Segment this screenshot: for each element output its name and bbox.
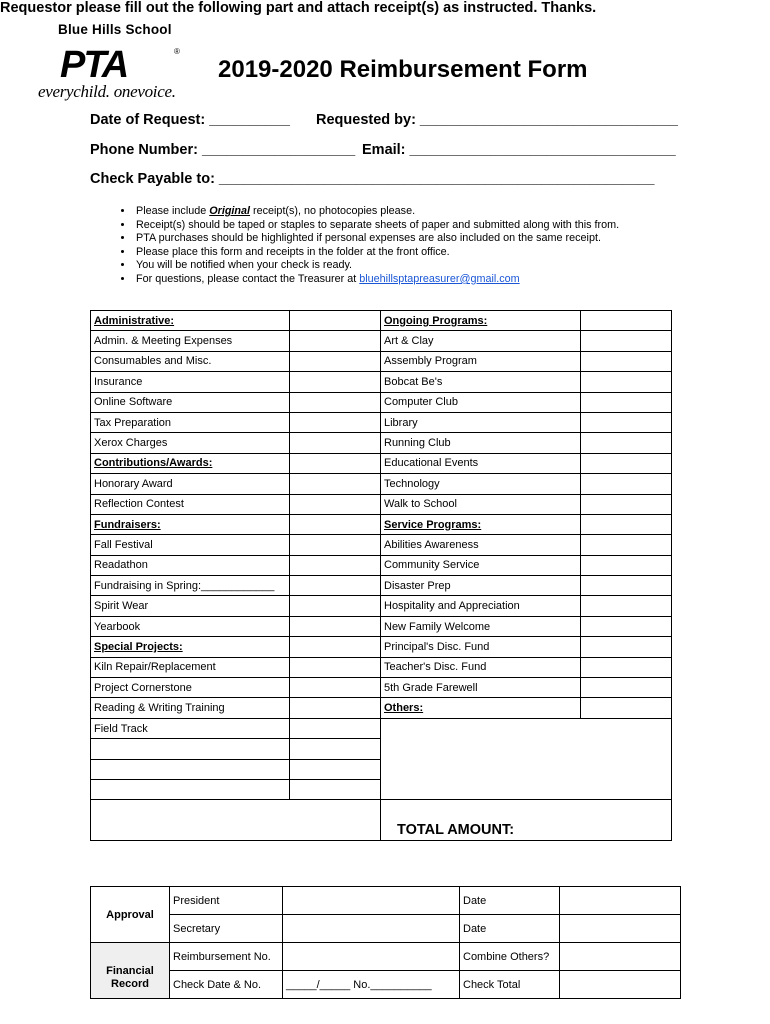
right-category-label: New Family Welcome (381, 616, 581, 636)
category-row (91, 514, 672, 534)
left-category-label: Xerox Charges (91, 433, 290, 453)
left-category-blank (91, 739, 290, 759)
combine-others-label: Combine Others? (460, 943, 560, 971)
left-category-header: Fundraisers: (91, 514, 290, 534)
left-category-label: Consumables and Misc. (91, 351, 290, 371)
left-amount-cell[interactable] (290, 453, 381, 473)
left-category-label: Admin. & Meeting Expenses (91, 331, 290, 351)
left-amount-cell[interactable] (290, 392, 381, 412)
instruction-item: • For questions, please contact the Treasurer at bluehillsptapreasurer@gmail.com (134, 273, 619, 287)
left-amount-cell[interactable] (290, 412, 381, 432)
category-row (91, 718, 672, 738)
left-amount-cell[interactable] (290, 311, 381, 331)
left-category-header: Contributions/Awards: (91, 453, 290, 473)
approval-label: Approval (91, 887, 170, 943)
left-amount-cell[interactable] (290, 678, 381, 698)
others-blank-area[interactable] (381, 718, 672, 800)
reimbursement-no-label: Reimbursement No. (170, 943, 283, 971)
instructions-heading: Requestor please fill out the following part and attach receipt(s) as instructed. Thanks. (0, 0, 597, 16)
left-amount-cell[interactable] (290, 576, 381, 596)
right-category-label: Bobcat Be's (381, 372, 581, 392)
category-row (91, 596, 672, 616)
right-category-header: Ongoing Programs: (381, 311, 581, 331)
right-amount-cell[interactable] (581, 616, 672, 636)
school-name: Blue Hills School (58, 22, 172, 37)
left-amount-cell[interactable] (290, 514, 381, 534)
left-category-label: Online Software (91, 392, 290, 412)
pta-tagline: everychild. onevoice. (38, 82, 176, 101)
check-payable-field[interactable]: Check Payable to: ______________________________________________________ (90, 171, 655, 187)
category-row (91, 657, 672, 677)
form-title: 2019-2020 Reimbursement Form (218, 56, 588, 83)
right-amount-cell[interactable] (581, 331, 672, 351)
check-date-no-label: Check Date & No. (170, 971, 283, 999)
right-amount-cell[interactable] (581, 596, 672, 616)
right-amount-cell[interactable] (581, 514, 672, 534)
left-category-label: Fundraising in Spring:____________ (91, 576, 290, 596)
right-category-label: Teacher's Disc. Fund (381, 657, 581, 677)
total-amount-label: TOTAL AMOUNT: (381, 800, 672, 841)
left-category-header: Special Projects: (91, 637, 290, 657)
president-signature-cell[interactable] (283, 887, 460, 915)
secretary-label: Secretary (170, 915, 283, 943)
category-row (91, 535, 672, 555)
left-category-label: Kiln Repair/Replacement (91, 657, 290, 677)
right-amount-cell[interactable] (581, 433, 672, 453)
right-amount-cell[interactable] (581, 372, 672, 392)
category-row (91, 698, 672, 718)
category-row (91, 433, 672, 453)
instruction-item: • PTA purchases should be highlighted if personal expenses are also included on the same receipt. (134, 232, 619, 246)
category-row (91, 576, 672, 596)
total-blank-cell (91, 800, 381, 841)
left-category-label: Fall Festival (91, 535, 290, 555)
left-amount-cell[interactable] (290, 616, 381, 636)
right-category-label: Abilities Awareness (381, 535, 581, 555)
expense-category-table (90, 310, 672, 841)
right-category-label: Computer Club (381, 392, 581, 412)
date-of-request-field[interactable]: Date of Request: __________ (90, 112, 290, 128)
left-category-label: Yearbook (91, 616, 290, 636)
left-category-label: Insurance (91, 372, 290, 392)
left-amount-cell[interactable] (290, 351, 381, 371)
left-amount-cell[interactable] (290, 372, 381, 392)
right-amount-cell[interactable] (581, 453, 672, 473)
right-amount-cell[interactable] (581, 351, 672, 371)
left-amount-cell[interactable] (290, 779, 381, 799)
email-field[interactable]: Email: _________________________________ (362, 142, 676, 158)
instruction-item: • You will be notified when your check is ready. (134, 259, 619, 273)
reimbursement-no-cell[interactable] (283, 943, 460, 971)
instruction-item: • Please place this form and receipts in the folder at the front office. (134, 246, 619, 260)
left-amount-cell[interactable] (290, 535, 381, 555)
category-row (91, 678, 672, 698)
left-category-label: Project Cornerstone (91, 678, 290, 698)
category-row (91, 331, 672, 351)
right-category-label: Community Service (381, 555, 581, 575)
instruction-item: • Receipt(s) should be taped or staples to separate sheets of paper and submitted along with this from. (134, 219, 619, 233)
category-row (91, 453, 672, 473)
pta-logo-text: PTA (60, 44, 128, 84)
left-category-blank (91, 779, 290, 799)
left-amount-cell[interactable] (290, 433, 381, 453)
right-amount-cell[interactable] (581, 657, 672, 677)
right-category-label: Running Club (381, 433, 581, 453)
approval-table (90, 886, 681, 999)
left-amount-cell[interactable] (290, 759, 381, 779)
right-amount-cell[interactable] (581, 555, 672, 575)
right-amount-cell[interactable] (581, 535, 672, 555)
category-row (91, 392, 672, 412)
check-total-label: Check Total (460, 971, 560, 999)
pta-logo-mark: ® (174, 47, 180, 56)
secretary-signature-cell[interactable] (283, 915, 460, 943)
instruction-item: • Please include Original receipt(s), no photocopies please. (134, 205, 619, 219)
right-category-label: Library (381, 412, 581, 432)
check-total-cell[interactable] (560, 971, 681, 999)
category-row (91, 372, 672, 392)
right-category-label: Walk to School (381, 494, 581, 514)
original-emphasis: Original (209, 205, 251, 217)
left-amount-cell[interactable] (290, 596, 381, 616)
phone-number-field[interactable]: Phone Number: ___________________ (90, 142, 356, 158)
requested-by-field[interactable]: Requested by: ________________________________ (316, 112, 678, 128)
left-category-label: Honorary Award (91, 474, 290, 494)
left-category-label: Readathon (91, 555, 290, 575)
right-category-header: Others: (381, 698, 581, 718)
left-amount-cell[interactable] (290, 698, 381, 718)
check-date-no-cell[interactable]: _____/_____ No.__________ (283, 971, 460, 999)
left-amount-cell[interactable] (290, 739, 381, 759)
left-amount-cell[interactable] (290, 331, 381, 351)
right-category-label: Educational Events (381, 453, 581, 473)
left-category-label: Spirit Wear (91, 596, 290, 616)
right-category-label: Hospitality and Appreciation (381, 596, 581, 616)
secretary-date-cell[interactable] (560, 915, 681, 943)
right-category-label: Assembly Program (381, 351, 581, 371)
left-amount-cell[interactable] (290, 555, 381, 575)
right-amount-cell[interactable] (581, 494, 672, 514)
right-amount-cell[interactable] (581, 698, 672, 718)
right-amount-cell[interactable] (581, 678, 672, 698)
category-row (91, 351, 672, 371)
right-category-label: Art & Clay (381, 331, 581, 351)
category-row (91, 311, 672, 331)
financial-record-label: Financial Record (91, 943, 170, 999)
right-amount-cell[interactable] (581, 311, 672, 331)
right-amount-cell[interactable] (581, 392, 672, 412)
right-category-header: Service Programs: (381, 514, 581, 534)
total-row (91, 800, 672, 841)
left-category-blank (91, 759, 290, 779)
left-category-label: Reading & Writing Training (91, 698, 290, 718)
category-row (91, 555, 672, 575)
category-row (91, 494, 672, 514)
president-date-cell[interactable] (560, 887, 681, 915)
right-amount-cell[interactable] (581, 412, 672, 432)
left-category-label: Field Track (91, 718, 290, 738)
category-row (91, 474, 672, 494)
right-category-label: Technology (381, 474, 581, 494)
left-category-header: Administrative: (91, 311, 290, 331)
right-amount-cell[interactable] (581, 474, 672, 494)
left-category-label: Reflection Contest (91, 494, 290, 514)
category-row (91, 412, 672, 432)
category-row (91, 616, 672, 636)
right-category-label: Principal's Disc. Fund (381, 637, 581, 657)
left-amount-cell[interactable] (290, 494, 381, 514)
instruction-list (112, 205, 619, 287)
president-label: President (170, 887, 283, 915)
right-category-label: 5th Grade Farewell (381, 678, 581, 698)
left-amount-cell[interactable] (290, 718, 381, 738)
secretary-date-label: Date (460, 915, 560, 943)
treasurer-email-link[interactable]: bluehillsptapreasurer@gmail.com (359, 272, 520, 285)
combine-others-cell[interactable] (560, 943, 681, 971)
left-amount-cell[interactable] (290, 637, 381, 657)
right-category-label: Disaster Prep (381, 576, 581, 596)
right-amount-cell[interactable] (581, 576, 672, 596)
left-category-label: Tax Preparation (91, 412, 290, 432)
left-amount-cell[interactable] (290, 474, 381, 494)
left-amount-cell[interactable] (290, 657, 381, 677)
category-row (91, 637, 672, 657)
right-amount-cell[interactable] (581, 637, 672, 657)
president-date-label: Date (460, 887, 560, 915)
